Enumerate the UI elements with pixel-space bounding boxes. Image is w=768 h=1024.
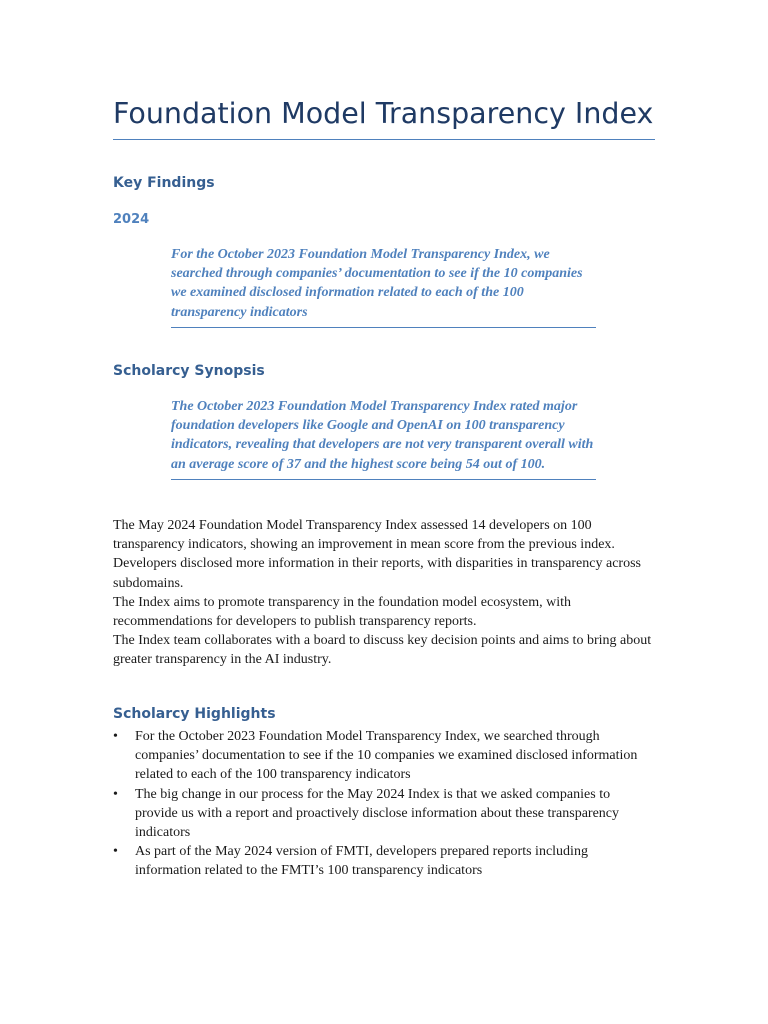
- highlight-item: [113, 842, 655, 880]
- highlights-heading: Scholarcy Highlights: [113, 706, 276, 722]
- synopsis-paragraph: The May 2024 Foundation Model Transparency Index assessed 14 developers on 100 transparency indicators, showing an improvement in mean score from the previous index. Developers disclosed more information in their reports, with disparities in transparency across subdomains.: [113, 518, 641, 591]
- highlight-item: [113, 727, 655, 785]
- highlight-text: The big change in our process for the May 2024 Index is that we asked companies to provide us with a report and proactively disclose information about these transparency indicators: [135, 786, 620, 841]
- synopsis-paragraph: The Index aims to promote transparency in the foundation model ecosystem, with recommendations for developers to publish transparency reports.: [113, 594, 571, 630]
- year-heading: 2024: [113, 212, 150, 227]
- bullet-icon: •: [113, 729, 118, 744]
- highlights-list: [113, 727, 655, 881]
- key-findings-quote: For the October 2023 Foundation Model Transparency Index, we searched through companies’ documentation to see if the 10 companies we examined disclosed information related to each of the 100 transparency indicators: [171, 245, 596, 328]
- synopsis-paragraph: The Index team collaborates with a board to discuss key decision points and aims to bring about greater transparency in the AI industry.: [113, 633, 652, 668]
- synopsis-quote: The October 2023 Foundation Model Transparency Index rated major foundation developers like Google and OpenAI on 100 transparency indicators, revealing that developers are not very transparent overall with an average score of 37 and the highest score being 54 out of 100.: [171, 397, 596, 480]
- highlight-text: As part of the May 2024 version of FMTI, developers prepared reports including information related to the FMTI’s 100 transparency indicators: [135, 844, 588, 879]
- bullet-icon: •: [113, 786, 118, 802]
- document-title: Foundation Model Transparency Index: [113, 97, 654, 130]
- highlight-text: For the October 2023 Foundation Model Transparency Index, we searched through companies’ documentation to see if the 10 companies we examined disclosed information related to each of the 100 transparency indicators: [135, 729, 638, 783]
- key-findings-heading: Key Findings: [113, 175, 215, 191]
- bullet-icon: •: [113, 844, 118, 860]
- synopsis-body: [113, 516, 655, 670]
- highlight-item: [113, 785, 655, 843]
- title-underline: [113, 139, 655, 140]
- synopsis-heading: Scholarcy Synopsis: [113, 363, 265, 379]
